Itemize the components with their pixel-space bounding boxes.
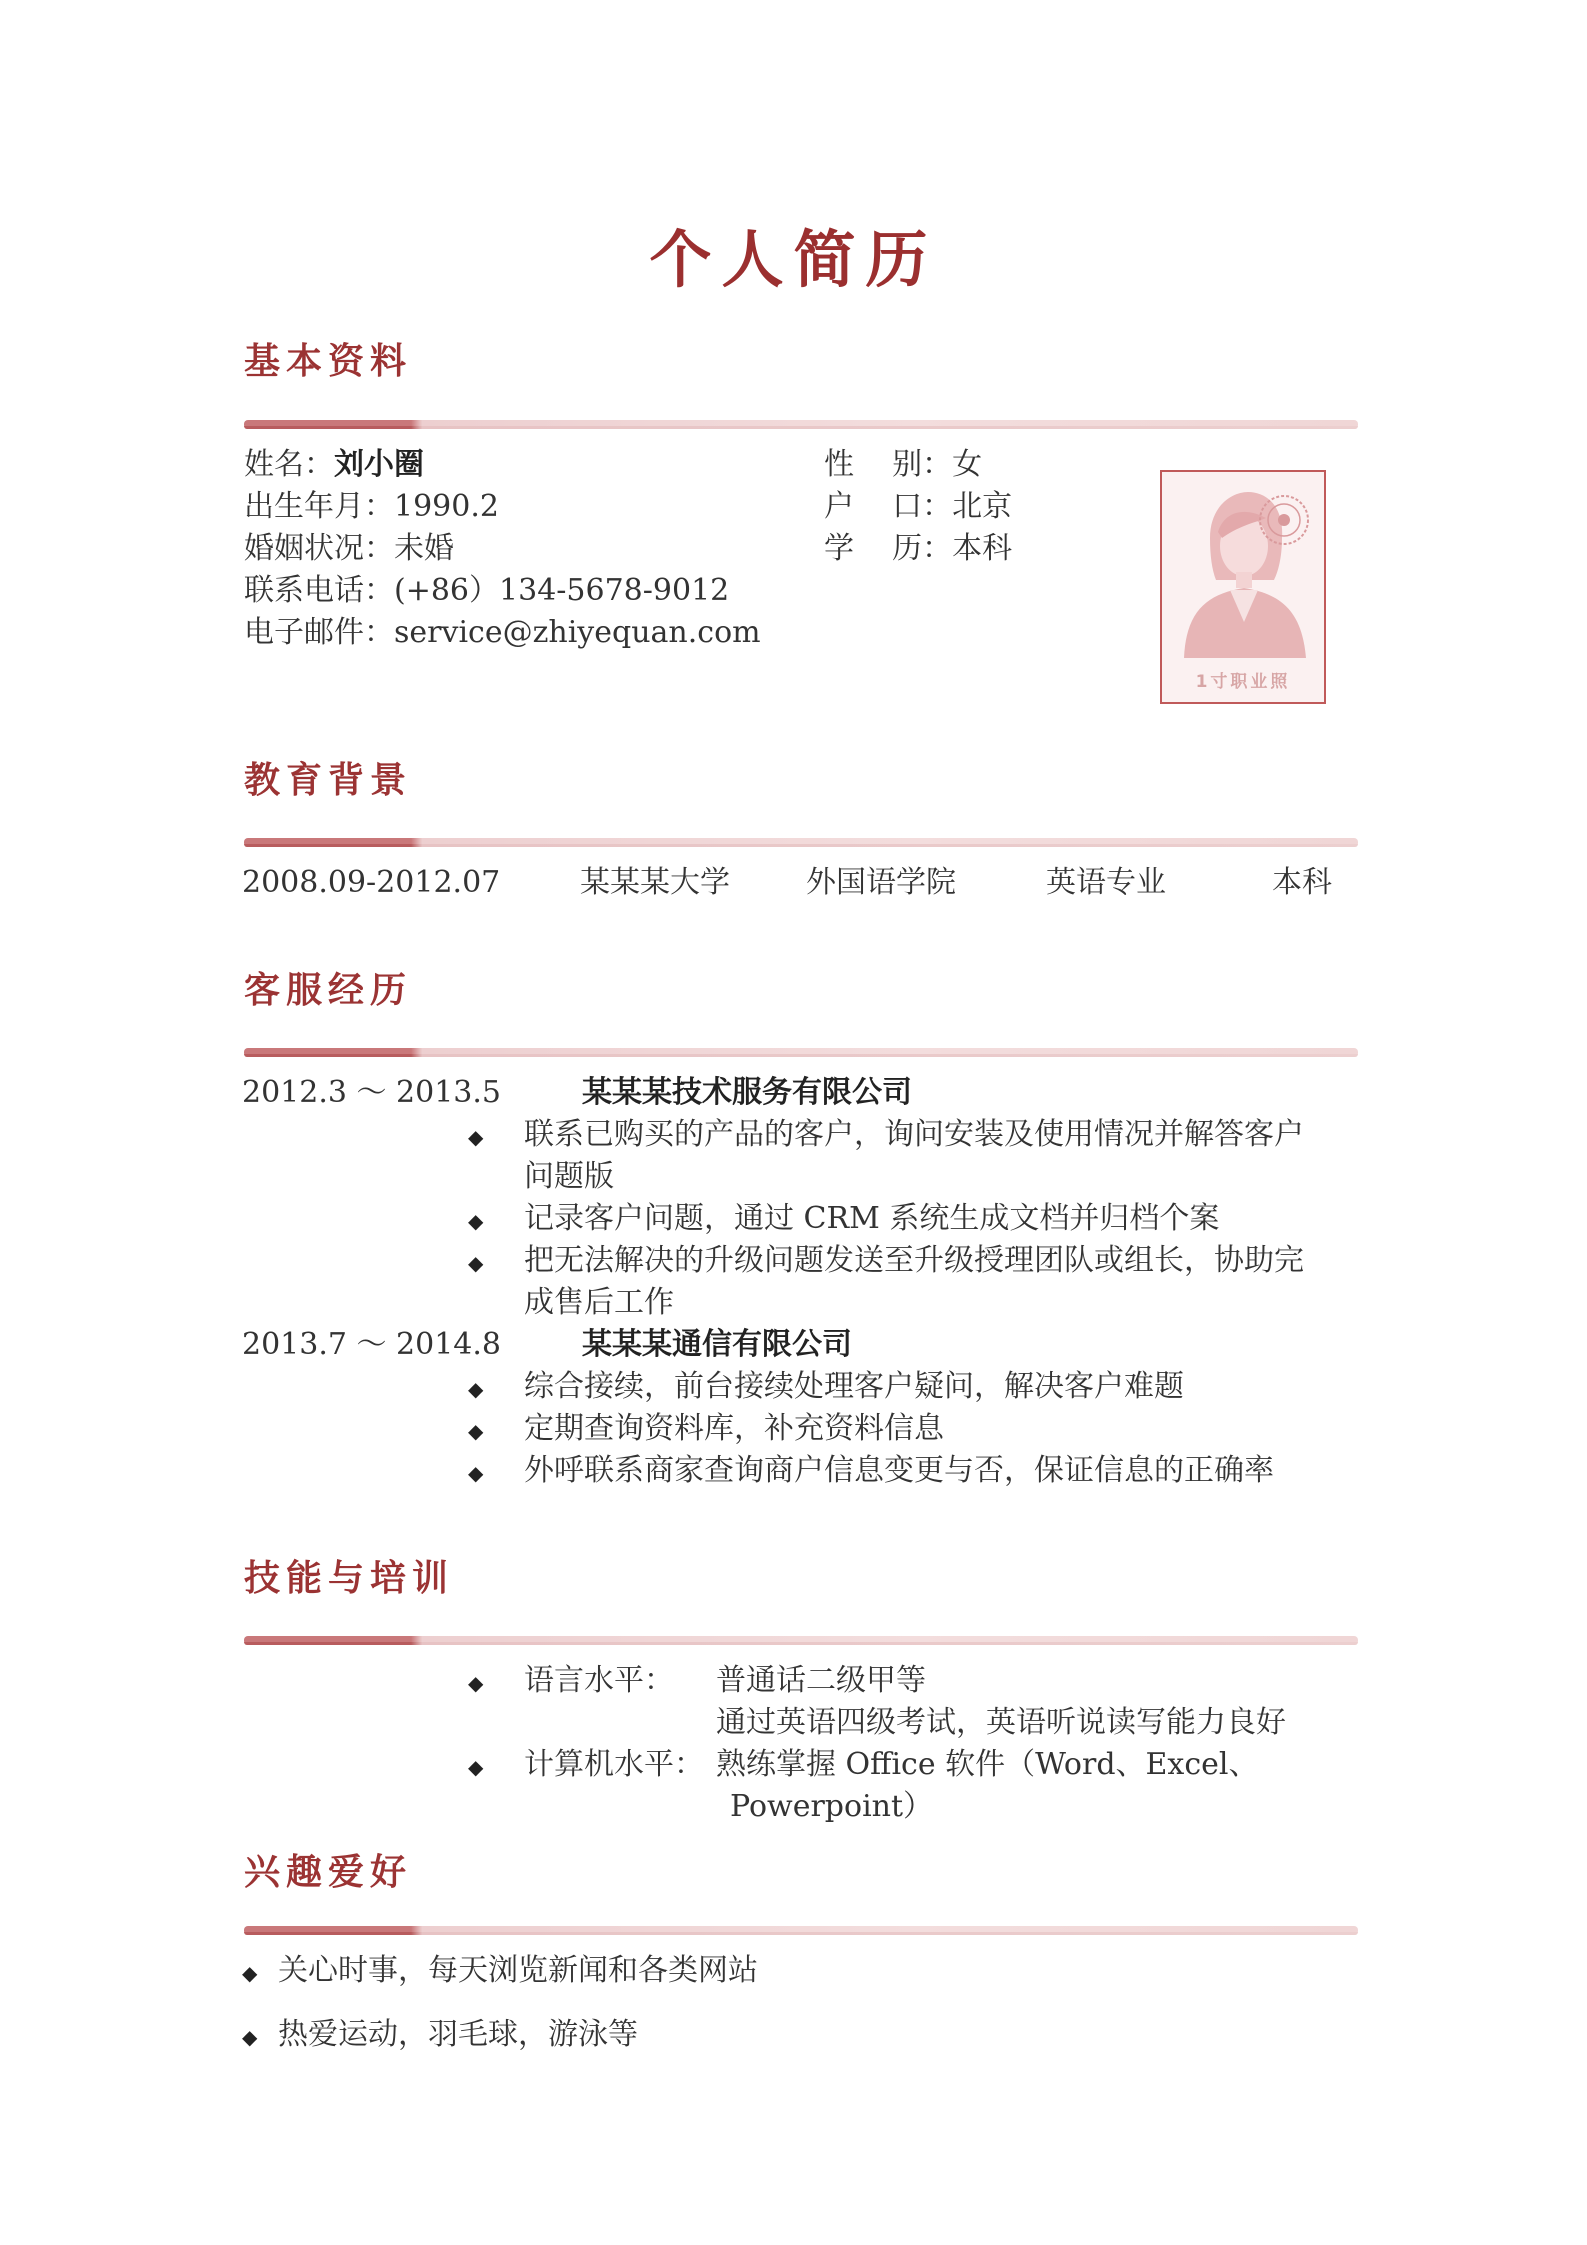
- divider-skills: [244, 1636, 1358, 1645]
- bullet-diamond-icon: ◆: [468, 1461, 484, 1485]
- bullet-diamond-icon: ◆: [242, 2025, 258, 2049]
- job-period: 2012.3 ～ 2013.5: [242, 1075, 502, 1110]
- education-degree: 本科: [1272, 865, 1332, 900]
- education-major: 英语专业: [1046, 865, 1166, 900]
- job-duty: 记录客户问题，通过 CRM 系统生成文档并归档个案: [524, 1201, 1220, 1236]
- section-title-education: 教育背景: [244, 759, 413, 801]
- name-value: 刘小圈: [334, 447, 424, 482]
- degree-row: [824, 528, 1012, 570]
- marital-row: [244, 528, 454, 570]
- bullet-diamond-icon: ◆: [468, 1671, 484, 1695]
- divider-hobbies: [244, 1926, 1358, 1935]
- education-period: 2008.09-2012.07: [242, 865, 501, 900]
- section-title-hobbies: 兴趣爱好: [244, 1851, 413, 1893]
- phone-label: 联系电话：: [244, 573, 394, 608]
- divider-basic: [244, 420, 1358, 429]
- job-duty-continued: 成售后工作: [524, 1285, 674, 1320]
- phone-value: (+86）134-5678-9012: [394, 573, 730, 608]
- section-title-skills: 技能与培训: [244, 1557, 455, 1599]
- job-duty: 联系已购买的产品的客户，询问安装及使用情况并解答客户: [524, 1117, 1304, 1152]
- email-row: [244, 612, 761, 654]
- divider-experience: [244, 1048, 1358, 1057]
- skill-detail: 普通话二级甲等: [716, 1663, 926, 1698]
- gender-label: 性 别：: [824, 447, 953, 482]
- bullet-diamond-icon: ◆: [468, 1419, 484, 1443]
- marital-value: 未婚: [394, 531, 454, 566]
- skill-detail: 熟练掌握 Office 软件（Word、Excel、: [716, 1747, 1259, 1782]
- degree-value: 本科: [952, 531, 1013, 566]
- job-duty: 把无法解决的升级问题发送至升级授理团队或组长，协助完: [524, 1243, 1304, 1278]
- gender-value: 女: [952, 447, 983, 482]
- bullet-diamond-icon: ◆: [468, 1209, 484, 1233]
- job-duty: 定期查询资料库，补充资料信息: [524, 1411, 944, 1446]
- birth-value: 1990.2: [394, 489, 499, 524]
- marital-label: 婚姻状况：: [244, 531, 394, 566]
- name-label: 姓名：: [244, 447, 334, 482]
- page-title: 个人简历: [649, 223, 938, 296]
- job-duty-continued: 问题版: [524, 1159, 614, 1194]
- hukou-label: 户 口：: [824, 489, 953, 524]
- birth-label: 出生年月：: [244, 489, 394, 524]
- birth-row: [244, 486, 499, 528]
- hukou-row: [824, 486, 1012, 528]
- skill-label: 语言水平：: [524, 1663, 674, 1698]
- job-duty: 外呼联系商家查询商户信息变更与否，保证信息的正确率: [524, 1453, 1274, 1488]
- divider-education: [244, 838, 1358, 847]
- education-college: 外国语学院: [806, 865, 956, 900]
- photo-caption: 1寸职业照: [1195, 672, 1291, 692]
- section-title-experience: 客服经历: [244, 969, 413, 1011]
- bullet-diamond-icon: ◆: [468, 1377, 484, 1401]
- bullet-diamond-icon: ◆: [468, 1251, 484, 1275]
- hukou-value: 北京: [952, 489, 1013, 524]
- bullet-diamond-icon: ◆: [468, 1125, 484, 1149]
- education-school: 某某某大学: [580, 865, 730, 900]
- job-company: 某某某技术服务有限公司: [582, 1075, 912, 1110]
- email-value[interactable]: service@zhiyequan.com: [394, 615, 761, 650]
- email-label: 电子邮件：: [244, 615, 394, 650]
- hobby-item: 关心时事，每天浏览新闻和各类网站: [278, 1953, 758, 1988]
- job-period: 2013.7 ～ 2014.8: [242, 1327, 502, 1362]
- job-company: 某某某通信有限公司: [582, 1327, 852, 1362]
- degree-label: 学 历：: [824, 531, 953, 566]
- skill-detail-continued: 通过英语四级考试，英语听说读写能力良好: [716, 1705, 1286, 1740]
- phone-row: [244, 570, 729, 612]
- photo-placeholder[interactable]: [1160, 470, 1326, 704]
- skill-detail-continued: Powerpoint）: [730, 1789, 934, 1824]
- bullet-diamond-icon: ◆: [242, 1961, 258, 1985]
- section-title-basic: 基本资料: [244, 340, 413, 382]
- hobby-item: 热爱运动，羽毛球，游泳等: [278, 2017, 638, 2052]
- gender-row: [824, 444, 982, 486]
- job-duty: 综合接续，前台接续处理客户疑问，解决客户难题: [524, 1369, 1184, 1404]
- bullet-diamond-icon: ◆: [468, 1755, 484, 1779]
- name-row: [244, 444, 424, 486]
- skill-label: 计算机水平：: [524, 1747, 704, 1782]
